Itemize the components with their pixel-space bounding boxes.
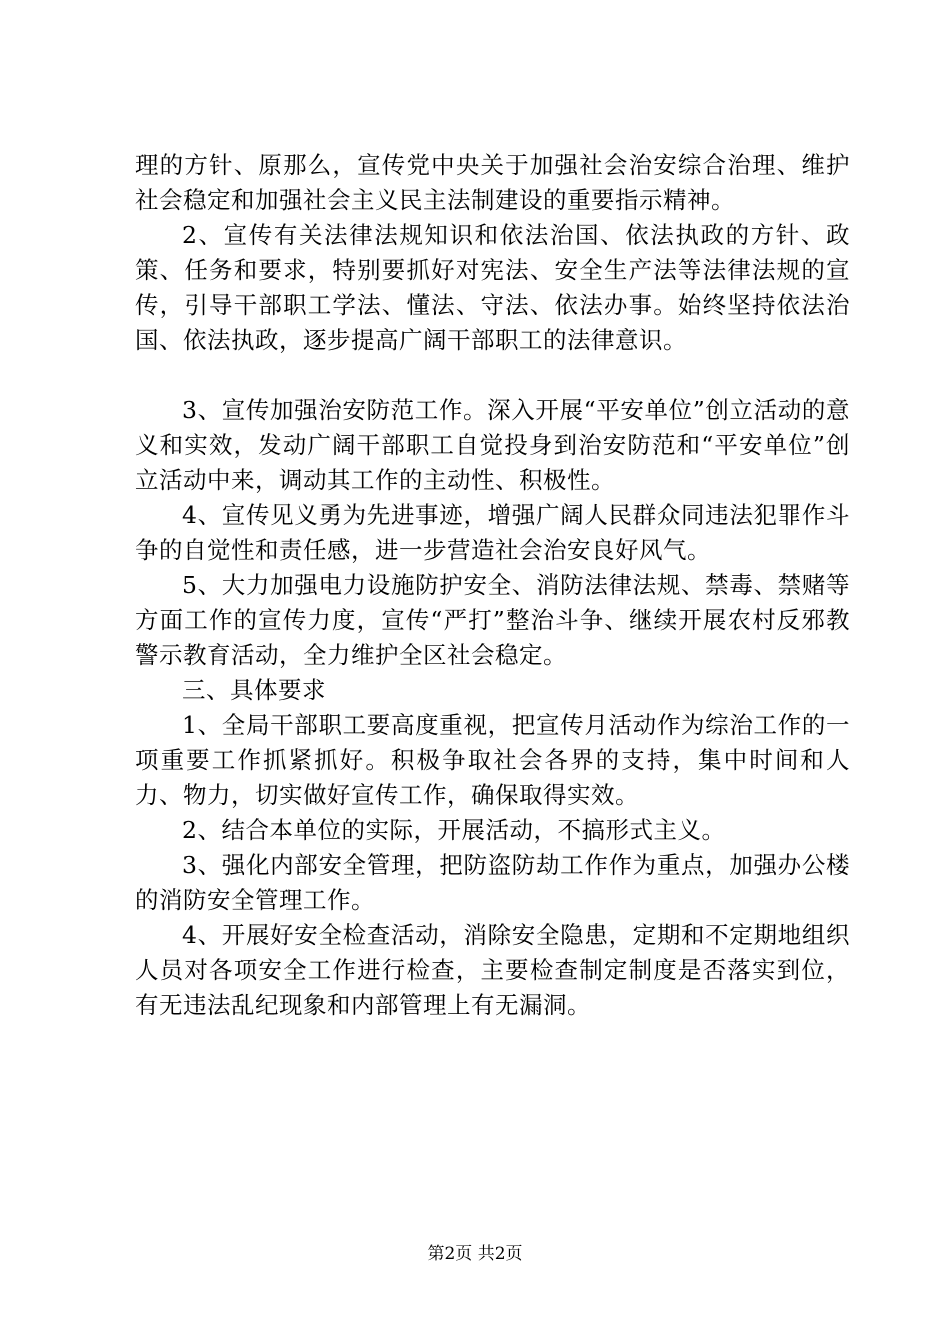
requirement-item-2: 2、结合本单位的实际，开展活动，不搞形式主义。: [182, 816, 726, 844]
paragraph-item-3: 3、宣传加强治安防范工作。深入开展“平安单位”创立活动的意义和实效，发动广阔干部职工自觉投身到治安防范和“平安单位”创立活动中来，调动其工作的主动性、积极性。: [135, 396, 850, 494]
document-body: [135, 148, 850, 1023]
paragraph-item-4: 4、宣传见义勇为先进事迹，增强广阔人民群众同违法犯罪作斗争的自觉性和责任感，进一步营造社会治安良好风气。: [135, 501, 850, 564]
paragraph-item-2: 2、宣传有关法律法规知识和依法治国、依法执政的方针、政策、任务和要求，特别要抓好对宪法、安全生产法等法律法规的宣传，引导干部职工学法、懂法、守法、依法办事。始终坚持依法治国、依法执政，逐步提高广阔干部职工的法律意识。: [135, 221, 850, 354]
section-heading-requirements: 三、具体要求: [182, 676, 326, 704]
paragraph-continuation: 理的方针、原那么，宣传党中央关于加强社会治安综合治理、维护社会稳定和加强社会主义民主法制建设的重要指示精神。: [135, 151, 850, 214]
paragraph-item-5: 5、大力加强电力设施防护安全、消防法律法规、禁毒、禁赌等方面工作的宣传力度，宣传“严打”整治斗争、继续开展农村反邪教警示教育活动，全力维护全区社会稳定。: [135, 571, 850, 669]
requirement-item-3: 3、强化内部安全管理，把防盗防劫工作作为重点，加强办公楼的消防安全管理工作。: [135, 851, 850, 914]
requirement-item-1: 1、全局干部职工要高度重视，把宣传月活动作为综治工作的一项重要工作抓紧抓好。积极争取社会各界的支持，集中时间和人力、物力，切实做好宣传工作，确保取得实效。: [135, 711, 850, 809]
paragraph-spacer: [135, 358, 850, 393]
page-footer: 第2页 共2页: [427, 1244, 523, 1264]
requirement-item-4: 4、开展好安全检查活动，消除安全隐患，定期和不定期地组织人员对各项安全工作进行检查，主要检查制定制度是否落实到位，有无违法乱纪现象和内部管理上有无漏洞。: [135, 921, 850, 1019]
